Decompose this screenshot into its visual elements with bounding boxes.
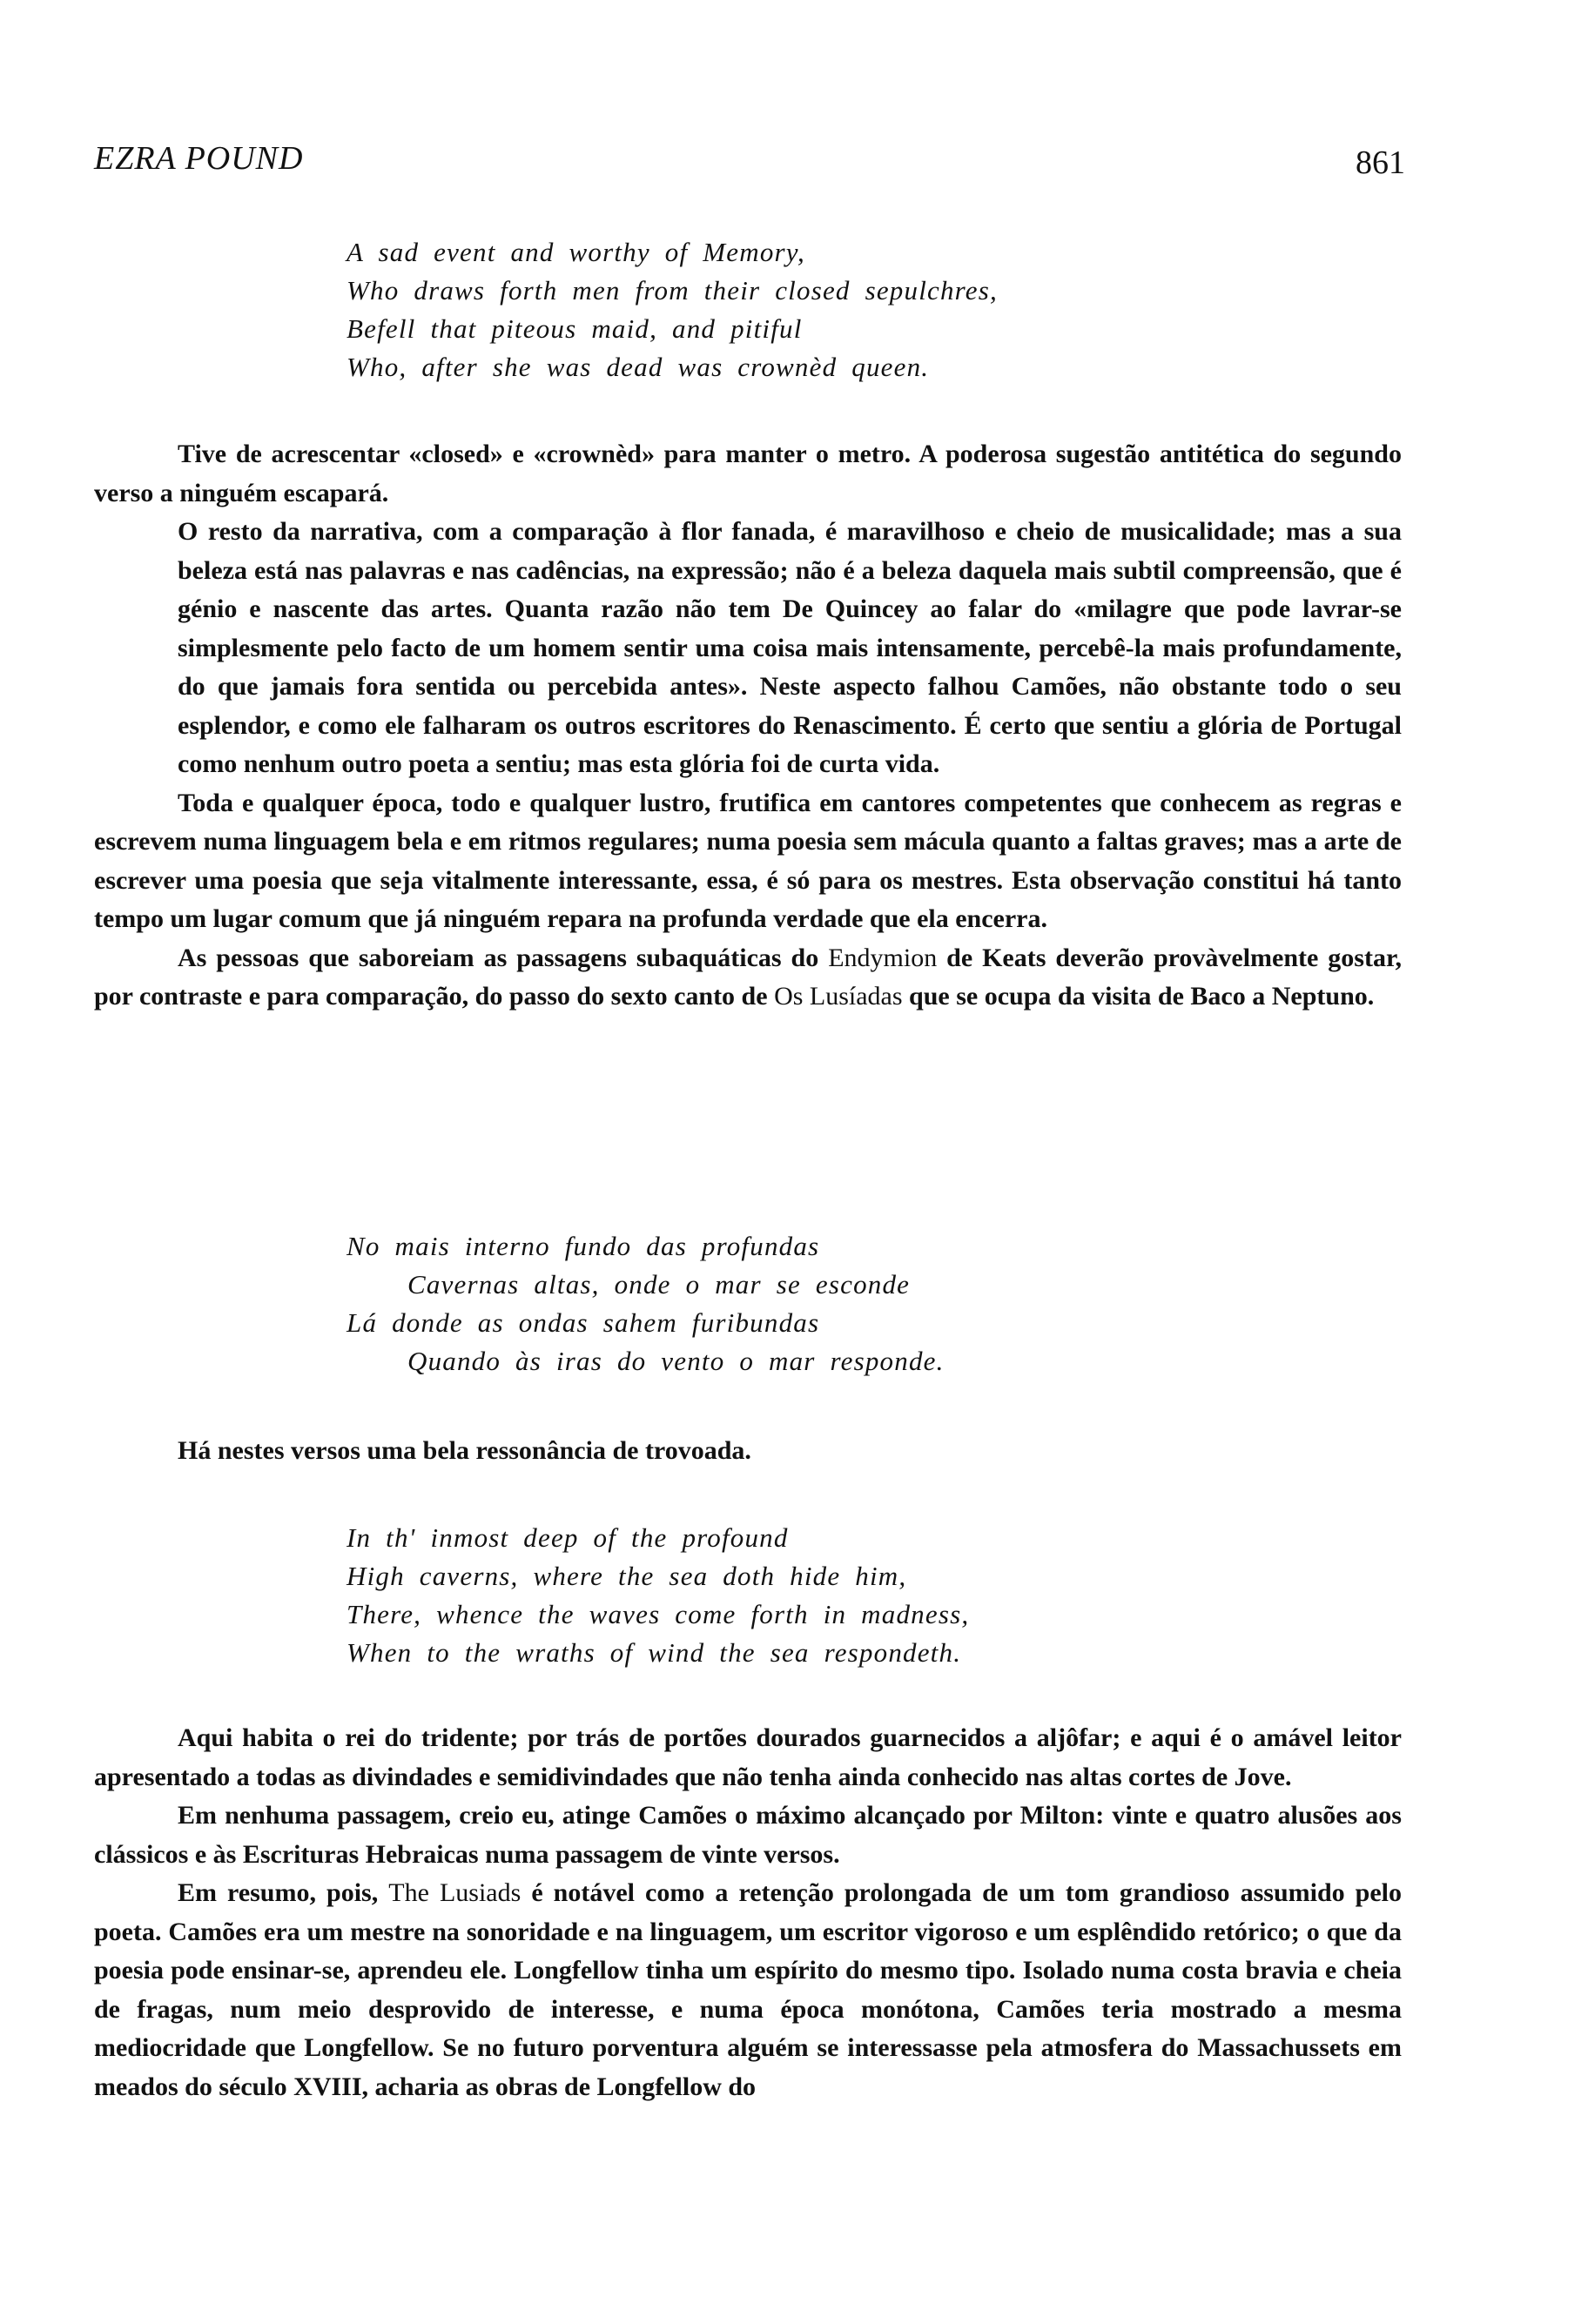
paragraph (94, 939, 1402, 1017)
verse-line: In th' inmost deep of the profound (347, 1522, 789, 1553)
paragraph: Tive de acrescentar «closed» e «crownèd» para manter o metro. A poderosa sugestão antitética do segundo verso a ninguém escapará. (94, 440, 1402, 507)
paragraph (94, 1874, 1402, 2106)
paragraph-text: Em resumo, pois, (178, 1878, 379, 1907)
verse-line: Cavernas altas, onde o mar se esconde (407, 1269, 911, 1300)
paragraph-text: de Keats deverão provàvelmente gostar, por contraste e para comparação, do passo do sexto canto de (94, 943, 1403, 1011)
verse-quote-portuguese (347, 1227, 945, 1380)
verse-line: Lá donde as ondas sahem furibundas (347, 1307, 820, 1338)
paragraph (94, 513, 1402, 784)
prose-block-3 (94, 1719, 1402, 2106)
work-title-lusiadas: Os Lusíadas (774, 982, 903, 1011)
verse-line: Who draws forth men from their closed sepulchres, (347, 275, 998, 306)
verse-line: No mais interno fundo das profundas (347, 1231, 820, 1261)
verse-line: High caverns, where the sea doth hide him, (347, 1561, 907, 1591)
page-number: 861 (1356, 144, 1405, 181)
verse-line: Befell that piteous maid, and pitiful (347, 313, 803, 344)
work-title-lusiads: The Lusiads (388, 1878, 521, 1907)
verse-line: Who, after she was dead was crownèd queen. (347, 352, 930, 382)
paragraph: Há nestes versos uma bela ressonância de trovoada. (178, 1436, 751, 1465)
work-title-endymion: Endymion (828, 943, 938, 972)
paragraph-text: O resto da narrativa, com a comparação à flor fanada, é maravilhoso e cheio de musicalidade; mas a sua beleza está nas palavras e nas cadências, na expressão; não é a beleza daquela mais subtil compreensão, que é génio e nascente das artes. Quanta razão não tem De Quincey ao falar do «milagre que pode lavrar-se simplesmente pelo facto de um homem sentir uma coisa mais intensamente, percebê-la mais profundamente, do que jamais fora sentida ou percebida antes». Neste aspecto falhou Camões, não obstante todo o seu esplendor, e como ele falharam os outros escritores do Renascimento. É certo que sentiu a glória de Portugal como nenhum outro poeta a sentiu; mas esta glória foi de curta vida. (178, 517, 1402, 778)
paragraph-text: As pessoas que saboreiam as passagens subaquáticas do (178, 943, 819, 972)
running-head: EZRA POUND (94, 140, 304, 177)
verse-quote-english-2 (347, 1519, 969, 1672)
paragraph: Toda e qualquer época, todo e qualquer lustro, frutifica em cantores competentes que conhecem as regras e escrevem numa linguagem bela e em ritmos regulares; numa poesia sem mácula quanto a faltas graves; mas a arte de escrever uma poesia que seja vitalmente interessante, essa, é só para os mestres. Esta observação constitui há tanto tempo um lugar comum que já ninguém repara na profunda verdade que ela encerra. (94, 788, 1402, 933)
paragraph-text: que se ocupa da visita de Baco a Neptuno. (909, 982, 1375, 1011)
paragraph-text: é notável como a retenção prolongada de um tom grandioso assumido pelo poeta. Camões era um mestre na sonoridade e na linguagem, um escritor vigoroso e um esplêndido retórico; o que da poesia pode ensinar-se, aprendeu ele. Longfellow tinha um espírito do mesmo tipo. Isolado numa costa bravia e cheia de fragas, num meio desprovido de interesse, e numa época monótona, Camões teria mostrado a mesma mediocridade que Longfellow. Se no futuro porventura alguém se interessasse pela atmosfera do Massachussets em meados do século XVIII, acharia as obras de Longfellow do (94, 1878, 1403, 2101)
verse-line: There, whence the waves come forth in madness, (347, 1599, 970, 1629)
verse-line: A sad event and worthy of Memory, (347, 237, 805, 267)
verse-quote-english-1 (347, 233, 998, 386)
prose-block-2 (94, 1432, 1402, 1471)
paragraph: Aqui habita o rei do tridente; por trás de portões dourados guarnecidos a aljôfar; e aqui é o amável leitor apresentado a todas as divindades e semidivindades que não tenha ainda conhecido nas altas cortes de Jove. (94, 1723, 1402, 1791)
verse-line: Quando às iras do vento o mar responde. (407, 1346, 945, 1376)
verse-line: When to the wraths of wind the sea respondeth. (347, 1637, 962, 1668)
prose-block-1 (94, 435, 1402, 1017)
paragraph: Em nenhuma passagem, creio eu, atinge Camões o máximo alcançado por Milton: vinte e quatro alusões aos clássicos e às Escrituras Hebraicas numa passagem de vinte versos. (94, 1801, 1402, 1869)
